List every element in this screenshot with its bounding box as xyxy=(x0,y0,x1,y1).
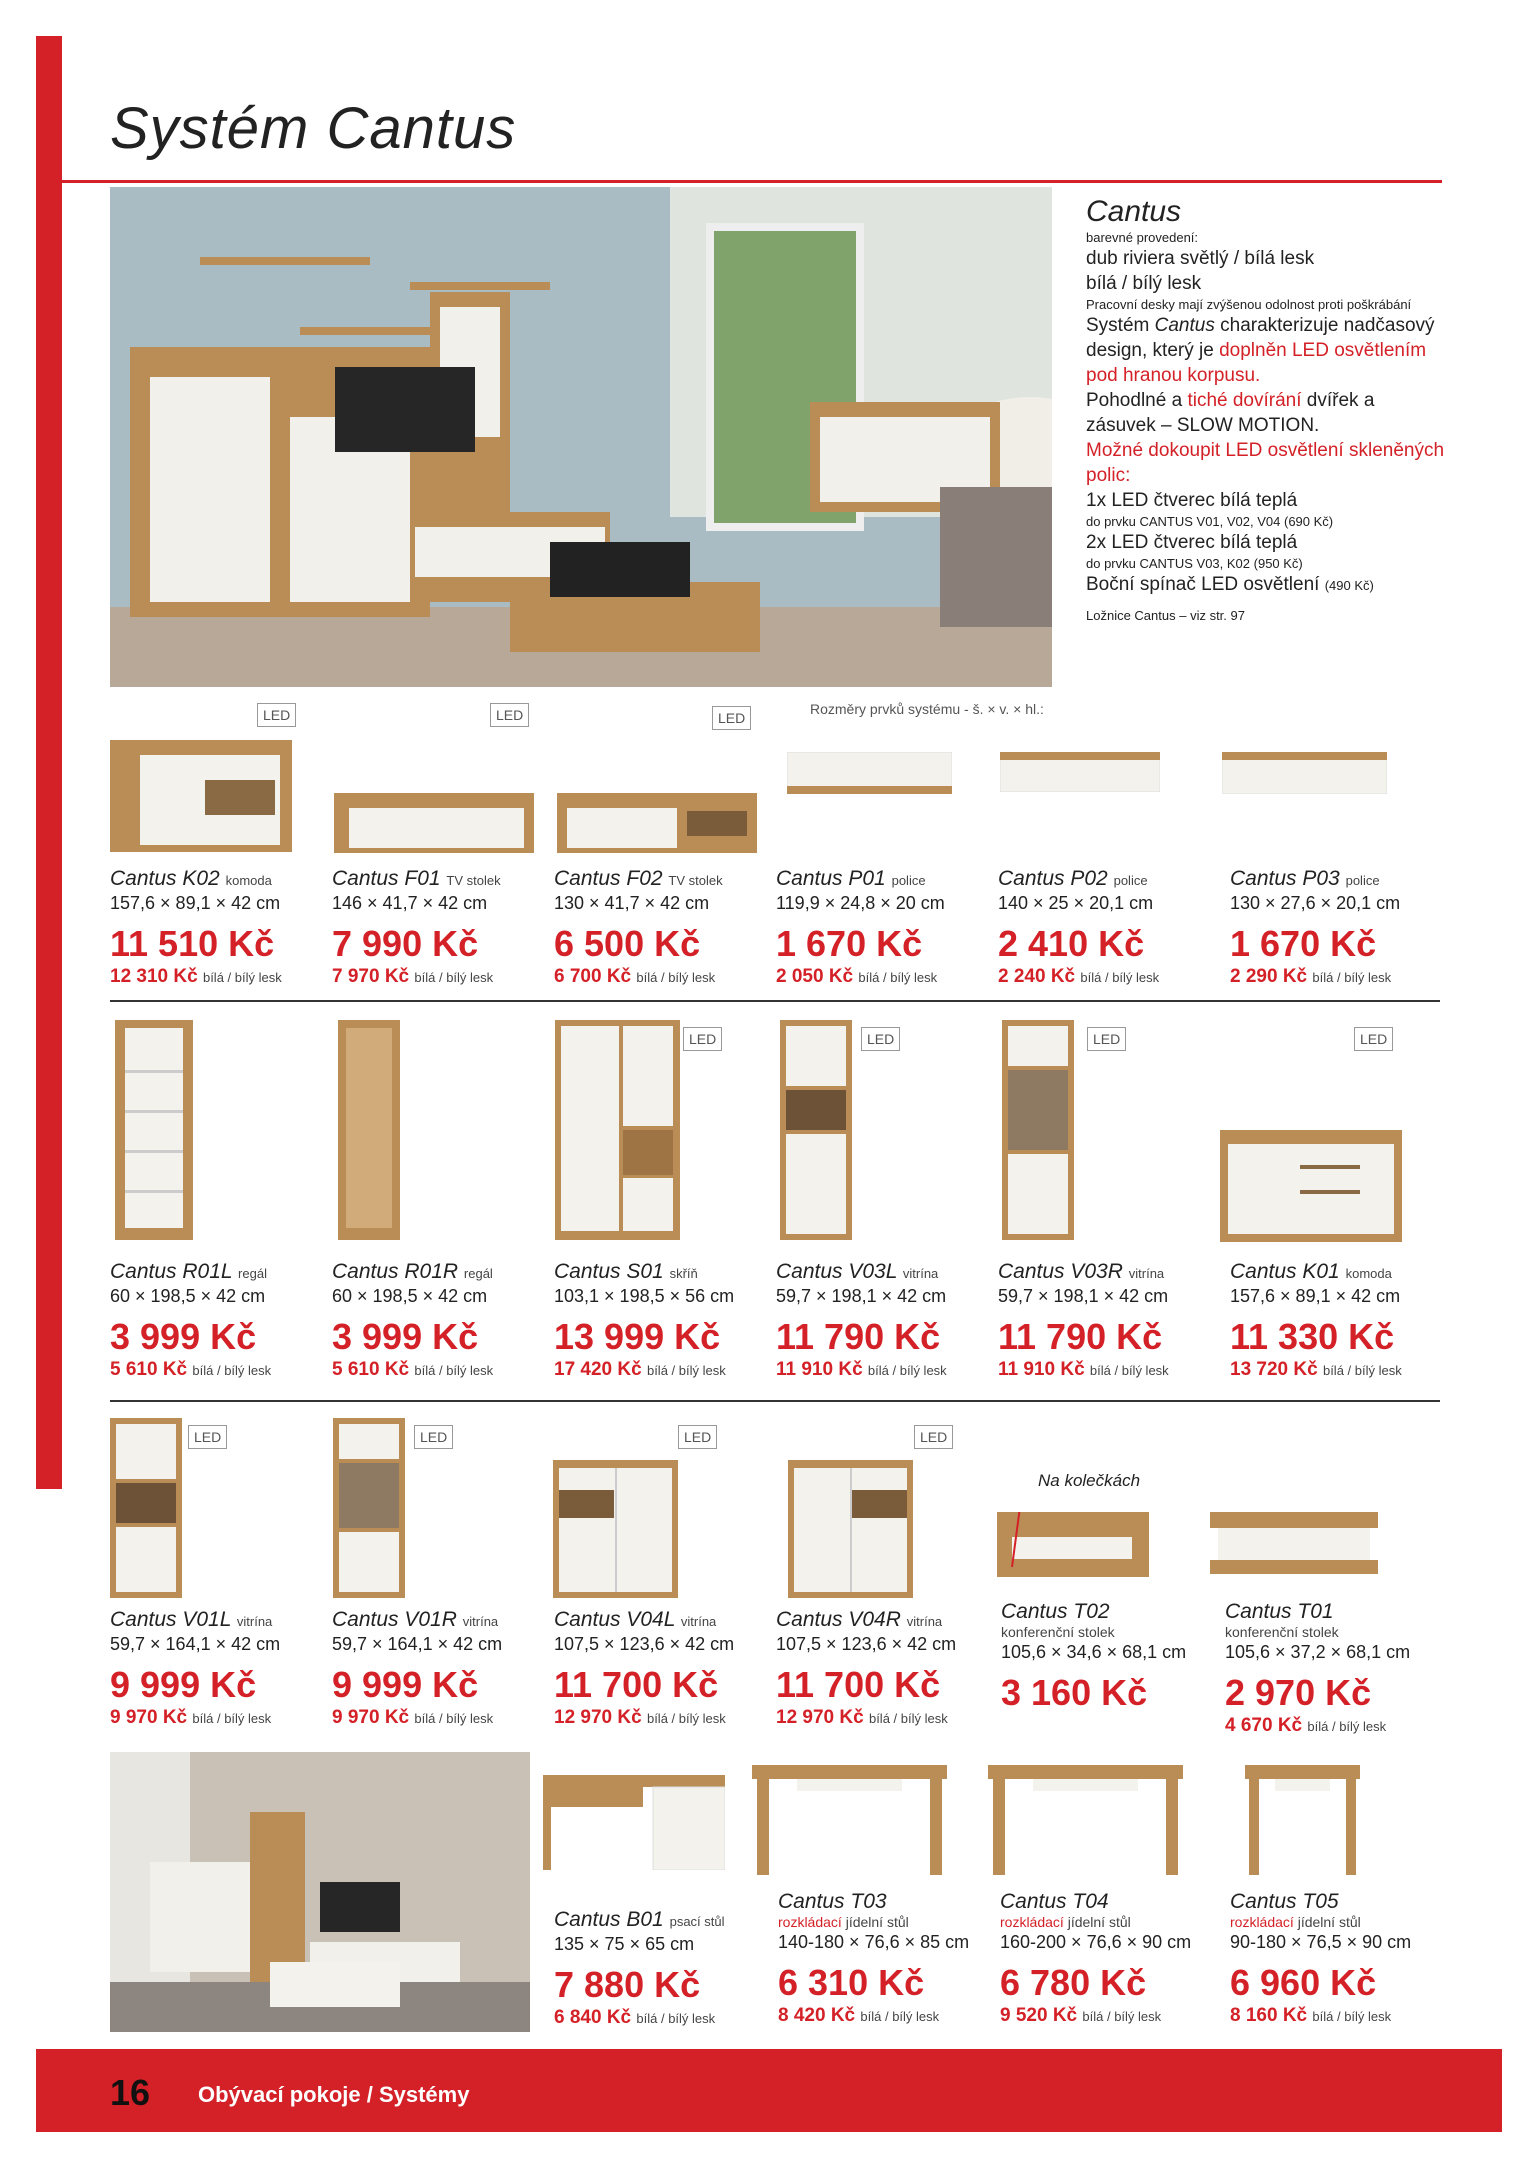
product-price: 11 330 Kč xyxy=(1230,1316,1395,1357)
product-dimensions: 90-180 × 76,5 × 90 cm xyxy=(1230,1932,1412,1952)
product-dimensions: 105,6 × 34,6 × 68,1 cm xyxy=(1001,1642,1187,1662)
led-badge: LED xyxy=(861,1027,900,1051)
product-price: 3 999 Kč xyxy=(332,1316,479,1357)
product-card xyxy=(1001,1600,1219,1713)
title-divider xyxy=(62,180,1442,183)
product-image-t03 xyxy=(752,1765,947,1875)
led-badge: LED xyxy=(678,1425,717,1449)
product-price: 11 790 Kč xyxy=(998,1316,1163,1357)
product-name: Cantus V03R vitrína xyxy=(998,1260,1165,1283)
product-dimensions: 105,6 × 37,2 × 68,1 cm xyxy=(1225,1642,1411,1662)
page-number: 16 xyxy=(110,2072,151,2113)
description-paragraph-2: Pohodlné a tiché dovírání dvířek a zásuvek – SLOW MOTION. xyxy=(1086,390,1375,436)
product-price: 6 500 Kč xyxy=(554,923,701,964)
product-name: Cantus K01 komoda xyxy=(1230,1260,1392,1283)
product-name: Cantus T01 xyxy=(1225,1600,1334,1623)
product-image-r01r xyxy=(338,1020,400,1240)
product-name: Cantus V03L vitrína xyxy=(776,1260,939,1283)
product-name: Cantus F02 TV stolek xyxy=(554,867,723,890)
system-description xyxy=(1086,195,1446,624)
product-name: Cantus B01 psací stůl xyxy=(554,1908,725,1931)
led-badge: LED xyxy=(257,703,296,727)
product-price: 7 990 Kč xyxy=(332,923,479,964)
product-card xyxy=(1230,1260,1448,1381)
product-price: 6 960 Kč xyxy=(1230,1962,1377,2003)
product-price-variant: 13 720 Kč bílá / bílý lesk xyxy=(1230,1359,1402,1380)
product-price-variant: 6 700 Kč bílá / bílý lesk xyxy=(554,966,716,987)
product-dimensions: 130 × 41,7 × 42 cm xyxy=(554,893,710,913)
product-name: Cantus V01L vitrína xyxy=(110,1608,273,1631)
product-name: Cantus P03 police xyxy=(1230,867,1380,890)
product-name: Cantus T05 xyxy=(1230,1890,1339,1913)
product-dimensions: 59,7 × 198,1 × 42 cm xyxy=(776,1286,947,1306)
product-price: 7 880 Kč xyxy=(554,1964,701,2005)
product-name: Cantus R01R regál xyxy=(332,1260,493,1283)
product-name: Cantus T03 xyxy=(778,1890,887,1913)
product-price-variant: 8 420 Kč bílá / bílý lesk xyxy=(778,2005,940,2026)
product-price: 6 310 Kč xyxy=(778,1962,925,2003)
product-price: 3 999 Kč xyxy=(110,1316,257,1357)
product-price: 11 700 Kč xyxy=(776,1664,941,1705)
product-price-variant: 12 970 Kč bílá / bílý lesk xyxy=(776,1707,948,1728)
product-price-variant: 5 610 Kč bílá / bílý lesk xyxy=(110,1359,272,1380)
product-type: rozkládací jídelní stůl xyxy=(1000,1914,1131,1930)
product-image-s01 xyxy=(555,1020,680,1240)
product-image-v04r xyxy=(788,1460,913,1598)
product-price-variant: 12 970 Kč bílá / bílý lesk xyxy=(554,1707,726,1728)
led-option-2: 2x LED čtverec bílá teplá xyxy=(1086,532,1298,553)
description-heading: Cantus xyxy=(1086,195,1182,228)
product-image-t02 xyxy=(997,1512,1149,1577)
product-price: 2 970 Kč xyxy=(1225,1672,1372,1713)
product-image-v04l xyxy=(553,1460,678,1598)
room-photo-2 xyxy=(110,1752,530,2032)
row-divider xyxy=(110,1000,1440,1002)
led-badge: LED xyxy=(490,703,529,727)
product-price-variant: 2 240 Kč bílá / bílý lesk xyxy=(998,966,1160,987)
product-dimensions: 59,7 × 198,1 × 42 cm xyxy=(998,1286,1169,1306)
product-name: Cantus P01 police xyxy=(776,867,926,890)
product-image-t04 xyxy=(988,1765,1183,1875)
product-name: Cantus P02 police xyxy=(998,867,1148,890)
page-title: Systém Cantus xyxy=(110,96,517,161)
hero-room-photo xyxy=(110,187,1052,687)
product-card xyxy=(776,1608,994,1729)
product-price-variant: 12 310 Kč bílá / bílý lesk xyxy=(110,966,282,987)
product-type: konferenční stolek xyxy=(1225,1624,1339,1640)
product-image-b01 xyxy=(543,1775,725,1870)
product-image-p03 xyxy=(1222,752,1387,794)
product-price-variant: 4 670 Kč bílá / bílý lesk xyxy=(1225,1715,1387,1736)
product-card xyxy=(332,1608,550,1729)
product-dimensions: 160-200 × 76,6 × 90 cm xyxy=(1000,1932,1192,1952)
product-image-k01 xyxy=(1220,1130,1402,1242)
product-price-variant: 9 520 Kč bílá / bílý lesk xyxy=(1000,2005,1162,2026)
product-price: 9 999 Kč xyxy=(332,1664,479,1705)
product-image-v01r xyxy=(333,1418,405,1598)
product-price: 1 670 Kč xyxy=(1230,923,1377,964)
led-badge: LED xyxy=(914,1425,953,1449)
product-price: 1 670 Kč xyxy=(776,923,923,964)
product-price-variant: 11 910 Kč bílá / bílý lesk xyxy=(998,1359,1169,1380)
product-dimensions: 119,9 × 24,8 × 20 cm xyxy=(776,893,945,913)
product-card xyxy=(776,867,994,988)
product-image-p01 xyxy=(787,752,952,794)
color-option-2: bílá / bílý lesk xyxy=(1086,273,1202,294)
product-image-t05 xyxy=(1245,1765,1360,1875)
product-price-variant: 5 610 Kč bílá / bílý lesk xyxy=(332,1359,494,1380)
product-dimensions: 130 × 27,6 × 20,1 cm xyxy=(1230,893,1401,913)
product-card xyxy=(1230,1890,1448,2027)
product-dimensions: 59,7 × 164,1 × 42 cm xyxy=(332,1634,503,1654)
product-price-variant: 17 420 Kč bílá / bílý lesk xyxy=(554,1359,726,1380)
product-price: 11 790 Kč xyxy=(776,1316,941,1357)
product-type: rozkládací jídelní stůl xyxy=(778,1914,909,1930)
product-name: Cantus K02 komoda xyxy=(110,867,272,890)
product-price-variant: 7 970 Kč bílá / bílý lesk xyxy=(332,966,494,987)
product-price: 11 510 Kč xyxy=(110,923,275,964)
product-dimensions: 59,7 × 164,1 × 42 cm xyxy=(110,1634,281,1654)
led-option-2-note: do prvku CANTUS V03, K02 (950 Kč) xyxy=(1086,556,1303,571)
product-dimensions: 135 × 75 × 65 cm xyxy=(554,1934,695,1954)
led-badge: LED xyxy=(1087,1027,1126,1051)
product-dimensions: 146 × 41,7 × 42 cm xyxy=(332,893,488,913)
product-card xyxy=(998,867,1216,988)
product-price-variant: 9 970 Kč bílá / bílý lesk xyxy=(110,1707,272,1728)
product-dimensions: 103,1 × 198,5 × 56 cm xyxy=(554,1286,735,1306)
led-option-1-note: do prvku CANTUS V01, V02, V04 (690 Kč) xyxy=(1086,514,1334,529)
scratch-note: Pracovní desky mají zvýšenou odolnost proti poškrábání xyxy=(1086,297,1412,312)
bedroom-reference: Ložnice Cantus – viz str. 97 xyxy=(1086,608,1245,623)
section-name: Obývací pokoje / Systémy xyxy=(198,2082,470,2107)
product-name: Cantus V01R vitrína xyxy=(332,1608,499,1631)
product-image-v03r xyxy=(1002,1020,1074,1240)
product-name: Cantus T04 xyxy=(1000,1890,1109,1913)
product-card xyxy=(554,1608,772,1729)
product-card xyxy=(998,1260,1216,1381)
product-image-v01l xyxy=(110,1418,182,1598)
color-option-1: dub riviera světlý / bílá lesk xyxy=(1086,248,1315,269)
product-name: Cantus V04R vitrína xyxy=(776,1608,943,1631)
product-dimensions: 157,6 × 89,1 × 42 cm xyxy=(1230,1286,1401,1306)
product-price: 9 999 Kč xyxy=(110,1664,257,1705)
row-divider xyxy=(110,1400,1440,1402)
product-card xyxy=(778,1890,996,2027)
product-image-t01 xyxy=(1210,1512,1378,1577)
product-card xyxy=(1225,1600,1443,1737)
product-name: Cantus T02 xyxy=(1001,1600,1110,1623)
led-option-1: 1x LED čtverec bílá teplá xyxy=(1086,490,1298,511)
product-card xyxy=(332,867,550,988)
product-price: 3 160 Kč xyxy=(1001,1672,1148,1713)
product-card xyxy=(1230,867,1448,988)
product-card xyxy=(332,1260,550,1381)
led-option-heading: Možné dokoupit LED osvětlení skleněných polic: xyxy=(1086,440,1445,486)
product-price-variant: 8 160 Kč bílá / bílý lesk xyxy=(1230,2005,1392,2026)
led-badge: LED xyxy=(683,1027,722,1051)
product-price-variant: 2 050 Kč bílá / bílý lesk xyxy=(776,966,938,987)
product-image-f02 xyxy=(557,783,757,853)
description-paragraph-1: Systém Cantus charakterizuje nadčasový design, který je doplněn LED osvětlením pod hranou korpusu. xyxy=(1086,315,1435,386)
product-price: 6 780 Kč xyxy=(1000,1962,1147,2003)
product-name: Cantus S01 skříň xyxy=(554,1260,698,1283)
product-image-k02 xyxy=(110,740,292,852)
led-switch: Boční spínač LED osvětlení (490 Kč) xyxy=(1086,574,1374,595)
product-price-variant: 11 910 Kč bílá / bílý lesk xyxy=(776,1359,947,1380)
product-type: konferenční stolek xyxy=(1001,1624,1115,1640)
product-card xyxy=(110,867,328,988)
product-type: rozkládací jídelní stůl xyxy=(1230,1914,1361,1930)
product-price: 2 410 Kč xyxy=(998,923,1145,964)
wheels-label: Na kolečkách xyxy=(1038,1471,1141,1490)
led-badge: LED xyxy=(188,1425,227,1449)
product-price: 13 999 Kč xyxy=(554,1316,721,1357)
product-dimensions: 140 × 25 × 20,1 cm xyxy=(998,893,1154,913)
product-price-variant: 9 970 Kč bílá / bílý lesk xyxy=(332,1707,494,1728)
led-badge: LED xyxy=(712,706,751,730)
product-card xyxy=(1000,1890,1218,2027)
product-price: 11 700 Kč xyxy=(554,1664,719,1705)
led-badge: LED xyxy=(414,1425,453,1449)
product-image-p02 xyxy=(1000,752,1160,792)
product-card xyxy=(554,1908,772,2029)
product-dimensions: 107,5 × 123,6 × 42 cm xyxy=(776,1634,957,1654)
product-image-r01l xyxy=(115,1020,193,1240)
product-card xyxy=(776,1260,994,1381)
product-price-variant: 2 290 Kč bílá / bílý lesk xyxy=(1230,966,1392,987)
product-name: Cantus V04L vitrína xyxy=(554,1608,717,1631)
product-dimensions: 60 × 198,5 × 42 cm xyxy=(110,1286,266,1306)
colors-label: barevné provedení: xyxy=(1086,230,1199,245)
product-dimensions: 60 × 198,5 × 42 cm xyxy=(332,1286,488,1306)
dimensions-note: Rozměry prvků systému - š. × v. × hl.: xyxy=(810,701,1044,717)
left-accent-bar xyxy=(36,36,62,1489)
product-card xyxy=(110,1260,328,1381)
product-dimensions: 107,5 × 123,6 × 42 cm xyxy=(554,1634,735,1654)
product-name: Cantus R01L regál xyxy=(110,1260,267,1283)
product-image-f01 xyxy=(334,783,534,853)
product-card xyxy=(554,1260,772,1381)
product-price-variant: 6 840 Kč bílá / bílý lesk xyxy=(554,2007,716,2028)
product-image-v03l xyxy=(780,1020,852,1240)
product-dimensions: 157,6 × 89,1 × 42 cm xyxy=(110,893,281,913)
product-card xyxy=(554,867,772,988)
led-badge: LED xyxy=(1354,1027,1393,1051)
product-card xyxy=(110,1608,328,1729)
product-dimensions: 140-180 × 76,6 × 85 cm xyxy=(778,1932,970,1952)
product-name: Cantus F01 TV stolek xyxy=(332,867,501,890)
